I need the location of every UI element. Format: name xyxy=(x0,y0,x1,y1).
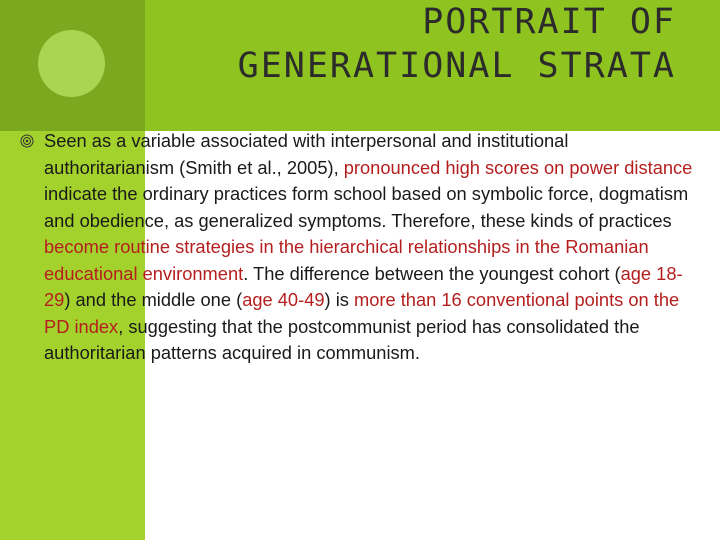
body-text: ) is xyxy=(324,289,354,310)
highlighted-text: age 40-49 xyxy=(242,289,325,310)
body-text: indicate the ordinary practices form school based on symbolic force, dogmatism and obedience, as generalized symptoms. Therefore, these kinds of practices xyxy=(44,183,689,231)
highlighted-text: age 18-29 xyxy=(44,262,683,310)
highlighted-text: more than 16 conventional points on the PD index xyxy=(44,289,680,337)
highlighted-text: pronounced high scores on power distance xyxy=(343,156,693,178)
slide-content xyxy=(20,128,700,367)
body-text: Seen as a variable associated with interpersonal and institutional authoritarianism (Smith et al., 2005), xyxy=(44,130,569,178)
body-text: , suggesting that the postcommunist period has consolidated the authoritarian patterns acquired in communism. xyxy=(44,315,640,363)
target-bullet-icon xyxy=(20,134,34,148)
body-paragraph xyxy=(20,128,700,367)
title-line-2: GENERATIONAL STRATA xyxy=(237,46,676,86)
body-text: . The difference between the youngest cohort ( xyxy=(243,262,621,284)
title-line-1: PORTRAIT OF xyxy=(422,2,676,42)
body-text: ) and the middle one ( xyxy=(64,289,243,310)
circle-decoration xyxy=(38,30,105,97)
slide-title xyxy=(116,0,676,88)
highlighted-text: become routine strategies in the hierarchical relationships in the Romanian educational environment xyxy=(44,236,649,284)
